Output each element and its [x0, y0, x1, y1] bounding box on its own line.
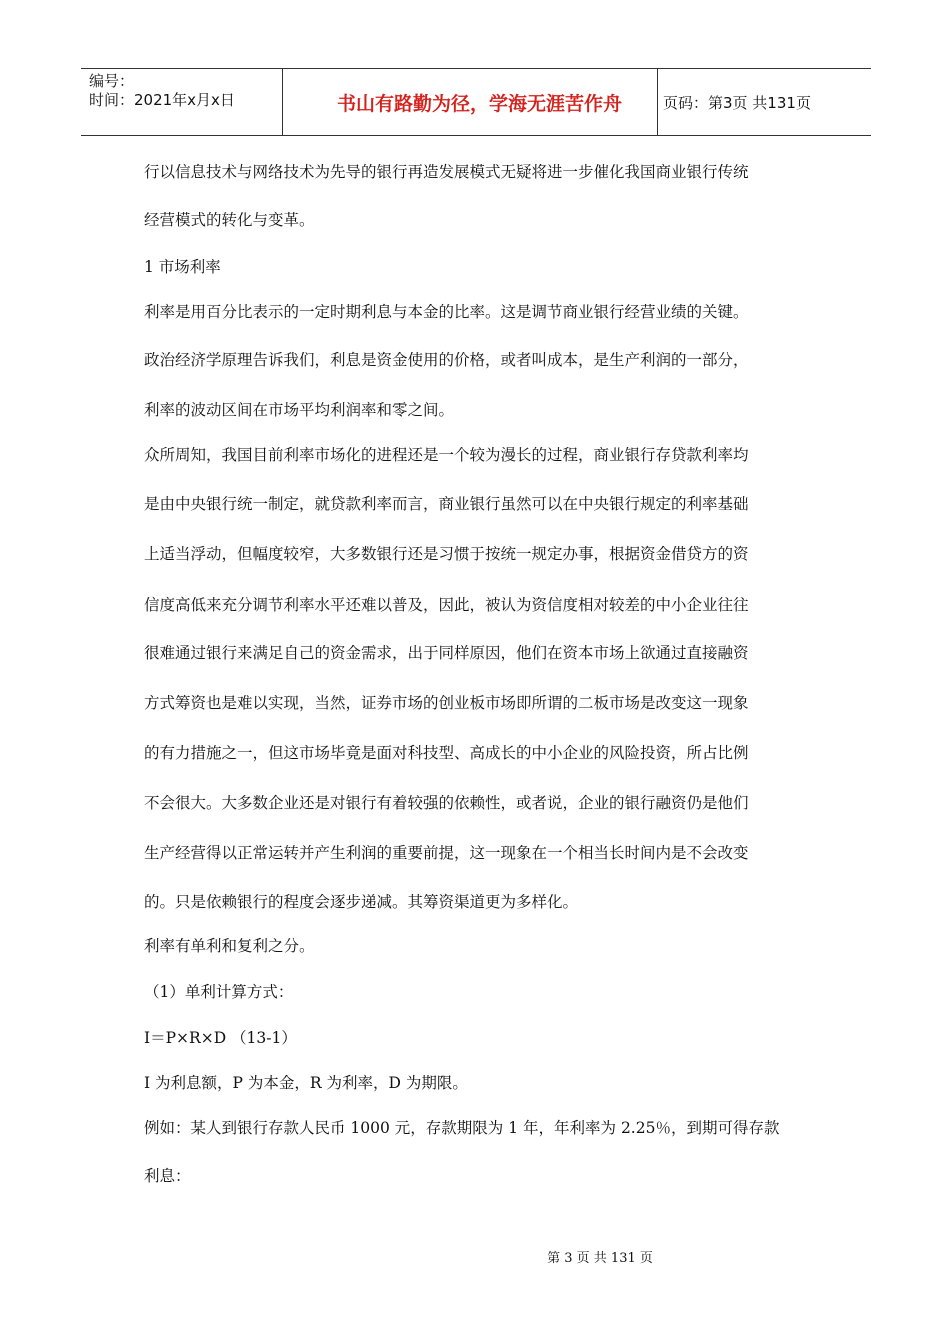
paragraph-line: 信度高低来充分调节利率水平还难以普及，因此，被认为资信度相对较差的中小企业往往 — [144, 596, 749, 614]
paragraph-line: 上适当浮动，但幅度较窄，大多数银行还是习惯于按统一规定办事，根据资金借贷方的资 — [144, 545, 749, 563]
paragraph-line: （1）单利计算方式： — [144, 983, 294, 1001]
header-meta — [89, 72, 235, 110]
paragraph-line: 利息： — [144, 1167, 191, 1185]
date-label: 时间：2021年x月x日 — [89, 91, 235, 109]
page-footer: 第 3 页 共 131 页 — [547, 1251, 653, 1266]
paragraph-line: 不会很大。大多数企业还是对银行有着较强的依赖性，或者说，企业的银行融资仍是他们 — [144, 794, 749, 812]
section-heading: 1 市场利率 — [144, 258, 221, 276]
paragraph-line: 是由中央银行统一制定，就贷款利率而言，商业银行虽然可以在中央银行规定的利率基础 — [144, 495, 749, 513]
paragraph-line: 很难通过银行来满足自己的资金需求，出于同样原因，他们在资本市场上欲通过直接融资 — [144, 644, 749, 662]
paragraph-line: 经营模式的转化与变革。 — [144, 211, 315, 229]
formula-line: I＝P×R×D （13-1） — [144, 1029, 297, 1047]
document-header — [81, 68, 871, 136]
paragraph-line: I 为利息额，P 为本金，R 为利率，D 为期限。 — [144, 1074, 468, 1092]
paragraph-line: 例如：某人到银行存款人民币 1000 元，存款期限为 1 年，年利率为 2.25％，到期可得存款 — [144, 1119, 780, 1137]
paragraph-line: 生产经营得以正常运转并产生利润的重要前提，这一现象在一个相当长时间内是不会改变 — [144, 844, 749, 862]
paragraph-line: 利率是用百分比表示的一定时期利息与本金的比率。这是调节商业银行经营业绩的关键。 — [144, 303, 749, 321]
paragraph-line: 行以信息技术与网络技术为先导的银行再造发展模式无疑将进一步催化我国商业银行传统 — [144, 163, 749, 181]
header-divider-left — [282, 69, 283, 135]
paragraph-line: 的。只是依赖银行的程度会逐步递减。其筹资渠道更为多样化。 — [144, 893, 579, 911]
paragraph-line: 方式筹资也是难以实现，当然，证券市场的创业板市场即所谓的二板市场是改变这一现象 — [144, 694, 749, 712]
paragraph-line: 的有力措施之一，但这市场毕竟是面对科技型、高成长的中小企业的风险投资，所占比例 — [144, 744, 749, 762]
paragraph-line: 利率有单利和复利之分。 — [144, 937, 315, 955]
paragraph-line: 众所周知，我国目前利率市场化的进程还是一个较为漫长的过程，商业银行存贷款利率均 — [144, 446, 749, 464]
header-divider-right — [657, 69, 658, 135]
header-page-info: 页码：第3页 共131页 — [663, 93, 811, 112]
paragraph-line: 利率的波动区间在市场平均利润率和零之间。 — [144, 401, 455, 419]
paragraph-line: 政治经济学原理告诉我们，利息是资金使用的价格，或者叫成本，是生产利润的一部分， — [144, 351, 749, 369]
header-motto: 书山有路勤为径，学海无涯苦作舟 — [336, 92, 622, 115]
serial-number-label: 编号： — [89, 72, 135, 90]
